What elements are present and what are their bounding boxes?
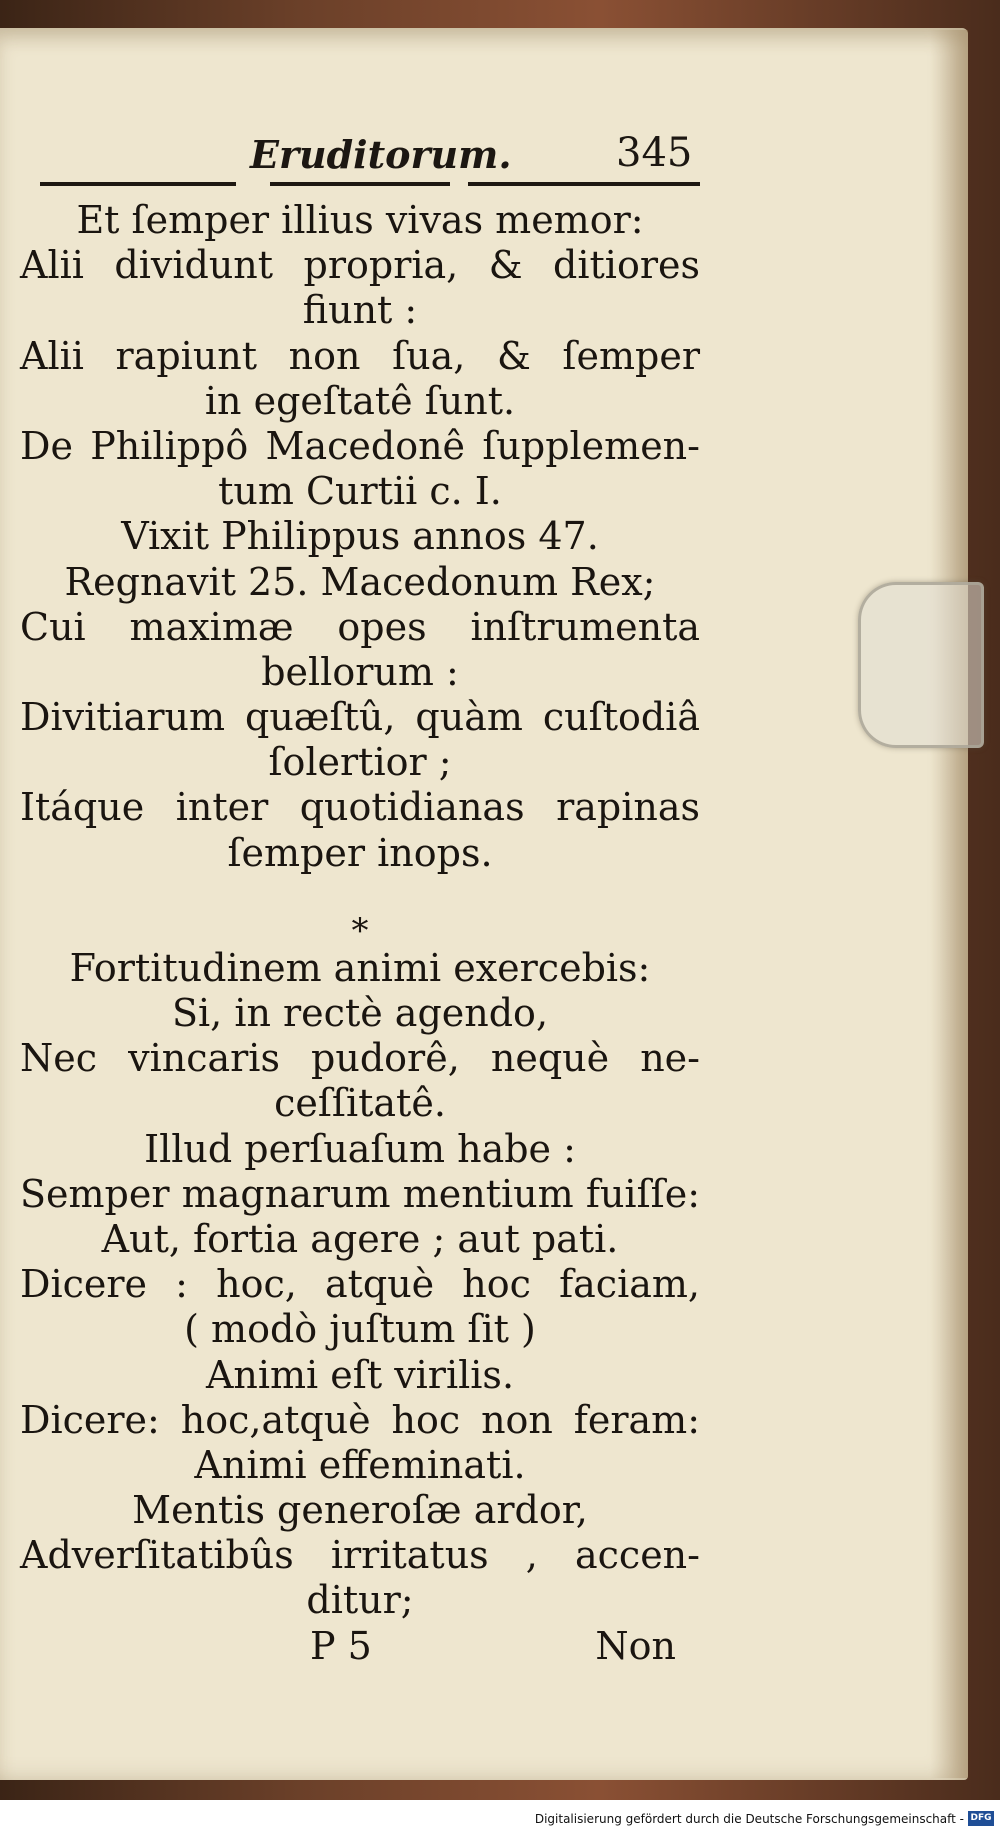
dfg-logo: DFG: [968, 1811, 994, 1826]
text-line: Fortitudinem animi exercebis:: [69, 945, 651, 990]
text-line: Adverſitatibûs irritatus , accen-: [20, 1533, 700, 1578]
running-head: Eruditorum.: [250, 132, 512, 177]
text-line: Itáque inter quotidianas rapinas: [20, 785, 700, 830]
page-footer: [20, 1624, 700, 1669]
text-line: Vixit Philippus annos 47.: [121, 514, 599, 559]
header-rule: [468, 182, 700, 186]
text-line: Dicere : hoc, atquè hoc faciam,: [20, 1262, 700, 1307]
text-line: Aut, fortia agere ; aut pati.: [101, 1216, 619, 1261]
signature-mark: P 5: [310, 1623, 372, 1668]
text-line: in egeſtatê ſunt.: [204, 378, 516, 423]
section-gap: [20, 876, 700, 916]
text-line: ſolertior ;: [268, 740, 452, 785]
text-line: fiunt :: [302, 288, 418, 333]
page-gutter-shadow: [930, 30, 968, 1778]
text-line: ceſſitatê.: [274, 1081, 446, 1126]
text-line: ſemper inops.: [227, 830, 493, 875]
text-line: Si, in rectè agendo,: [171, 991, 549, 1035]
text-line: Animi eſt virilis.: [205, 1352, 515, 1397]
header-rule: [40, 182, 236, 186]
digitization-footer: [0, 1800, 1000, 1840]
text-line: Cui maximæ opes inſtrumenta: [20, 604, 700, 649]
text-line: tum Curtii c. I.: [218, 469, 502, 514]
text-line: Nec vincaris pudorê, nequè ne-: [20, 1036, 700, 1081]
text-line: Alii dividunt propria, & ditiores: [20, 243, 700, 288]
body-text: [20, 198, 700, 1669]
section-asterisk: *: [351, 910, 369, 951]
text-line: ditur;: [306, 1578, 414, 1623]
header-rule: [270, 182, 450, 186]
text-line: De Philippô Macedonê ſupplemen-: [20, 423, 700, 468]
catchword: Non: [595, 1623, 676, 1668]
text-line: Dicere: hoc,atquè hoc non feram:: [20, 1397, 700, 1442]
text-line: Alii rapiunt non ſua, & ſemper: [20, 333, 700, 378]
text-line: Regnavit 25. Macedonum Rex;: [64, 559, 656, 604]
text-line: ( modò juſtum ſit ): [184, 1307, 536, 1352]
page-header: [40, 126, 700, 196]
page-number: 345: [616, 130, 693, 176]
text-line: Divitiarum quæſtû, quàm cuſtodiâ: [20, 695, 700, 740]
text-line: Illud perſuaſum habe :: [144, 1126, 576, 1171]
digitization-notice: Digitalisierung gefördert durch die Deutsche Forschungsgemeinschaft -: [534, 1812, 964, 1826]
text-line: Mentis generoſæ ardor,: [132, 1488, 588, 1533]
text-line: bellorum :: [261, 649, 459, 694]
text-line: Animi effeminati.: [194, 1442, 526, 1487]
page-clip: [858, 582, 984, 748]
text-line: Semper magnarum mentium fuiſſe:: [20, 1171, 700, 1216]
text-line: Et ſemper illius vivas memor:: [76, 198, 644, 242]
